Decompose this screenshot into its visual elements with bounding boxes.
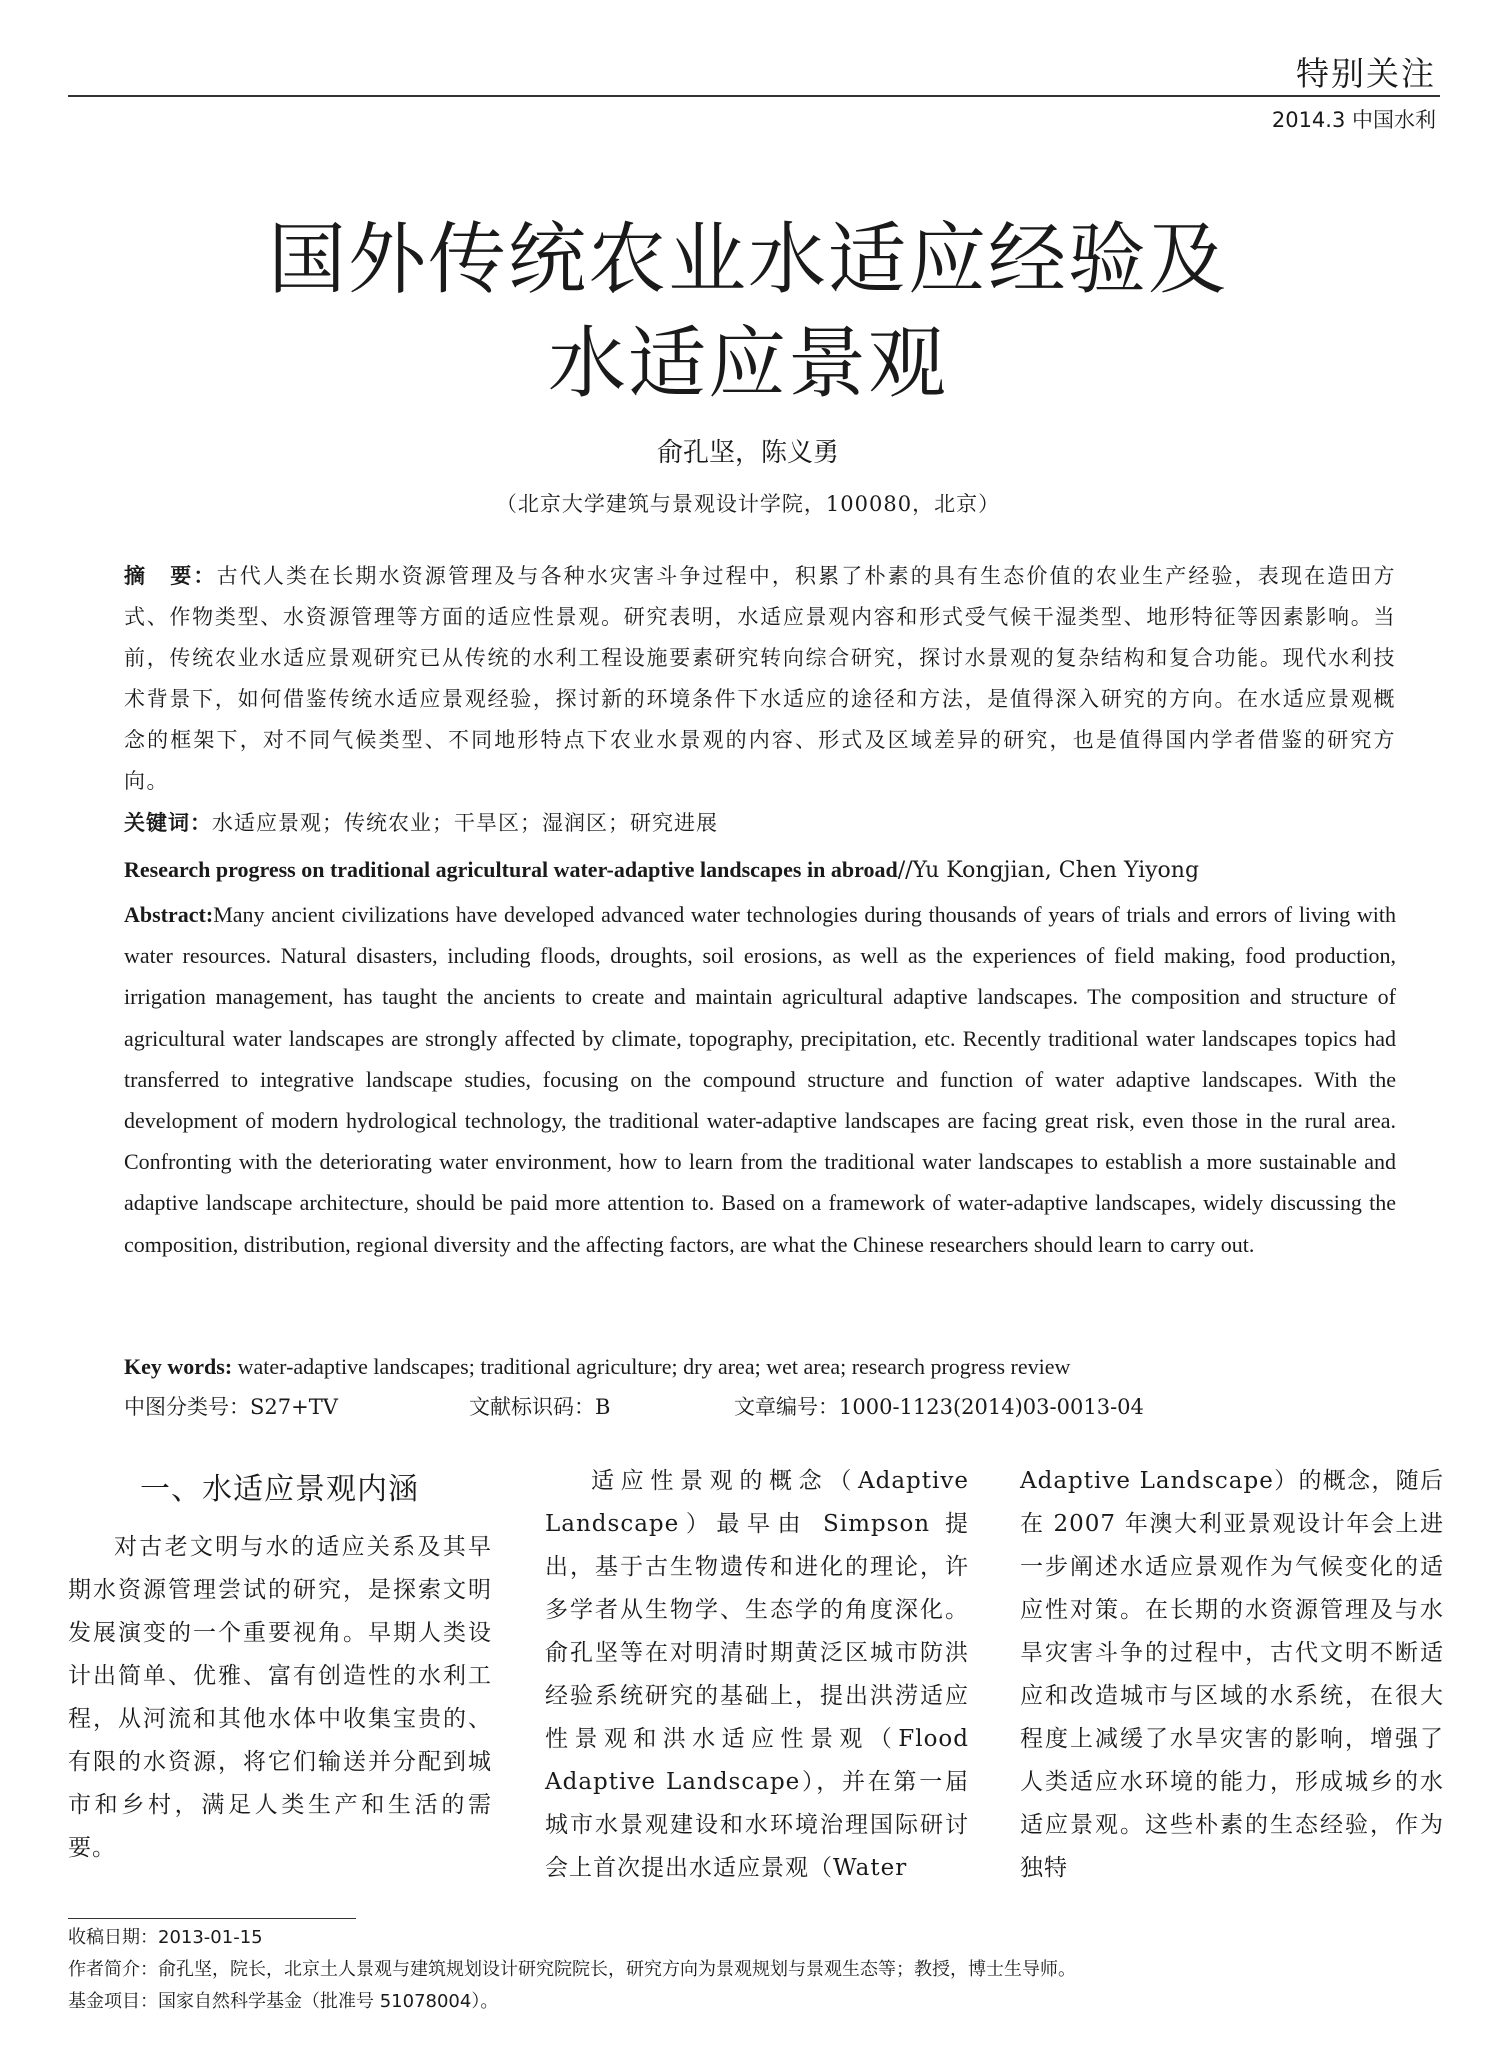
english-authors: //Yu Kongjian, Chen Yiyong xyxy=(897,858,1200,883)
body-column-2 xyxy=(545,1460,969,1890)
abstract-en-label: Abstract: xyxy=(124,902,214,927)
footnote-received-date: 收稿日期：2013-01-15 xyxy=(68,1927,263,1948)
abstract-cn-label: 摘 要： xyxy=(124,564,217,588)
body-column-1 xyxy=(68,1460,492,1870)
abstract-en xyxy=(124,894,1396,1265)
doc-code xyxy=(469,1390,734,1424)
section-label: 特别关注 xyxy=(1296,54,1436,93)
clc-value: S27+TV xyxy=(250,1395,338,1419)
english-title-text: Research progress on traditional agricultural water-adaptive landscapes in abroad xyxy=(124,857,898,882)
footnote-author-intro: 作者简介：俞孔坚，院长，北京土人景观与建筑规划设计研究院院长，研究方向为景观规划与景观生态等；教授，博士生导师。 xyxy=(68,1959,1076,1980)
footnote-funding: 基金项目：国家自然科学基金（批准号 51078004）。 xyxy=(68,1991,499,2012)
footnote-rule xyxy=(68,1918,356,1919)
keywords-cn-text: 水适应景观；传统农业；干旱区；湿润区；研究进展 xyxy=(212,811,718,835)
keywords-en-label: Key words: xyxy=(124,1354,233,1379)
clc-code xyxy=(124,1390,469,1424)
article-title-line2: 水适应景观 xyxy=(547,319,948,409)
keywords-cn-label: 关键词： xyxy=(124,811,212,835)
abstract-cn-text: 古代人类在长期水资源管理及与各种水灾害斗争过程中，积累了朴素的具有生态价值的农业生产经验，表现在造田方式、作物类型、水资源管理等方面的适应性景观。研究表明，水适应景观内容和形式受气候干湿类型、地形特征等因素影响。当前，传统农业水适应景观研究已从传统的水利工程设施要素研究转向综合研究，探讨水景观的复杂结构和复合功能。现代水利技术背景下，如何借鉴传统水适应景观经验，探讨新的环境条件下水适应的途径和方法，是值得深入研究的方向。在水适应景观概念的框架下，对不同气候类型、不同地形特点下农业水景观的内容、形式及区域差异的研究，也是值得国内学者借鉴的研究方向。 xyxy=(124,564,1397,793)
doc-label: 文献标识码： xyxy=(469,1395,595,1419)
article-title-line1: 国外传统农业水适应经验及 xyxy=(267,215,1228,305)
article-number-value: 1000-1123(2014)03-0013-04 xyxy=(839,1395,1144,1419)
body-column-3 xyxy=(1020,1460,1444,1890)
keywords-cn xyxy=(124,806,1396,840)
body-paragraph: 对古老文明与水的适应关系及其早期水资源管理尝试的研究，是探索文明发展演变的一个重要视角。早期人类设计出简单、优雅、富有创造性的水利工程，从河流和其他水体中收集宝贵的、有限的水资源，将它们输送并分配到城市和乡村，满足人类生产和生活的需要。 xyxy=(68,1534,492,1861)
abstract-cn xyxy=(124,556,1396,802)
article-affiliation: （北京大学建筑与景观设计学院，100080，北京） xyxy=(495,492,1001,516)
article-authors: 俞孔坚，陈义勇 xyxy=(656,438,839,468)
body-paragraph: Adaptive Landscape）的概念，随后在 2007 年澳大利亚景观设计年会上进一步阐述水适应景观作为气候变化的适应性对策。在长期的水资源管理及与水旱灾害斗争的过程中，古代文明不断适应和改造城市与区域的水系统，在很大程度上减缓了水旱灾害的影响，增强了人类适应水环境的能力，形成城乡的水适应景观。这些朴素的生态经验，作为独特 xyxy=(1020,1468,1444,1881)
issue-info: 2014.3 中国水利 xyxy=(1271,108,1436,132)
header-rule xyxy=(68,95,1440,97)
article-number xyxy=(734,1390,1144,1424)
doc-value: B xyxy=(595,1395,611,1419)
article-number-label: 文章编号： xyxy=(734,1395,839,1419)
classification-line xyxy=(124,1390,1396,1424)
body-paragraph: 适应性景观的概念（Adaptive Landscape）最早由 Simpson 提出，基于古生物遗传和进化的理论，许多学者从生物学、生态学的角度深化。俞孔坚等在对明清时期黄泛区城市防洪经验系统研究的基础上，提出洪涝适应性景观和洪水适应性景观（Flood Adaptive Landscape），并在第一届城市水景观建设和水环境治理国际研讨会上首次提出水适应景观（Water xyxy=(545,1468,969,1881)
keywords-en-text: water-adaptive landscapes; traditional agriculture; dry area; wet area; research progress review xyxy=(237,1354,1071,1379)
section-heading: 一、水适应景观内涵 xyxy=(140,1472,419,1507)
clc-label: 中图分类号： xyxy=(124,1395,250,1419)
abstract-en-text: Many ancient civilizations have developed advanced water technologies during thousands of years of trials and errors of living with water resources. Natural disasters, including floods, droughts, soil erosions, as well as the experiences of field making, food production, irrigation management, has taught the ancients to create and maintain agricultural adaptive landscapes. The composition and structure of agricultural water landscapes are strongly affected by climate, topography, precipitation, etc. Recently traditional water landscapes topics had transferred to integrative landscape studies, focusing on the compound structure and function of water adaptive landscapes. With the development of modern hydrological technology, the traditional water-adaptive landscapes are facing great risk, even those in the rural area. Confronting with the deteriorating water environment, how to learn from the traditional water landscapes to establish a more sustainable and adaptive landscape architecture, should be paid more attention to. Based on a framework of water-adaptive landscapes, widely discussing the composition, distribution, regional diversity and the affecting factors, are what the Chinese researchers should learn to carry out. xyxy=(124,902,1396,1257)
keywords-en xyxy=(124,1350,1396,1384)
english-title xyxy=(124,854,1396,887)
article-title xyxy=(0,208,1496,416)
